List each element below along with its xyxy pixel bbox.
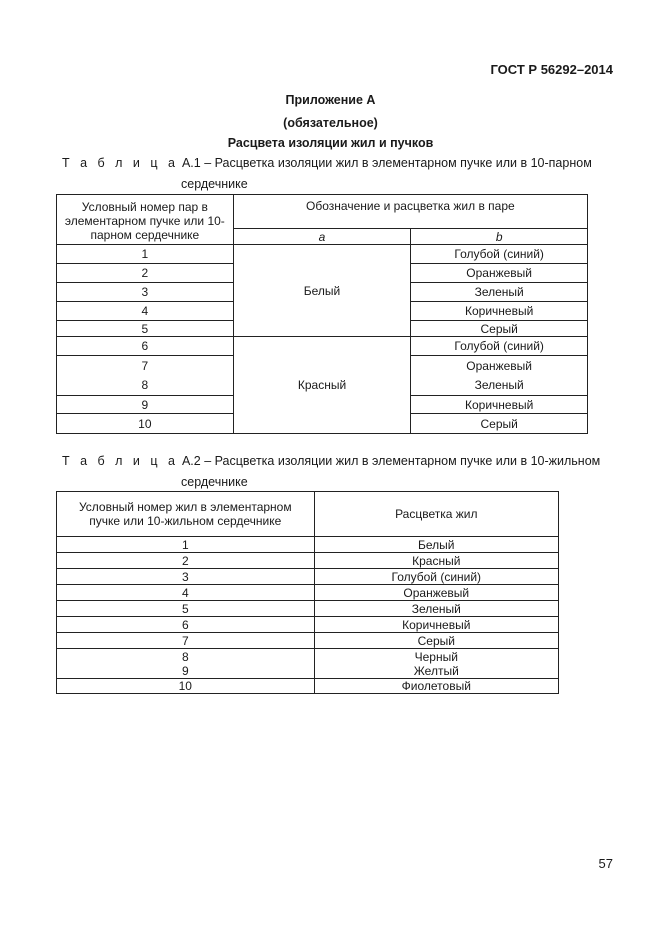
table2-row-num: 3 [57,569,315,585]
table2-row-num: 7 [57,633,315,649]
table1-group-a-red: Красный [233,337,411,434]
table1-row-b: Оранжевый [466,359,533,373]
table1-row-b: Голубой (синий) [411,337,588,356]
table1-sub-b: b [411,229,588,245]
table1-caption-cont: сердечнике [181,177,248,191]
table1-row-b: Голубой (синий) [411,245,588,264]
table2-row-color: Зеленый [314,601,558,617]
table2-row-num: 8 [181,649,189,664]
table1-row-num: 1 [57,245,234,264]
standard-number: ГОСТ Р 56292–2014 [490,62,613,77]
table2-row-color-pair [314,649,558,679]
table2-caption [62,451,600,493]
table2-row-num: 2 [57,553,315,569]
table2-row-num: 5 [57,601,315,617]
table2-row-color: Коричневый [314,617,558,633]
table2-row-color: Серый [314,633,558,649]
table2-row-color: Красный [314,553,558,569]
table2-row-color: Голубой (синий) [314,569,558,585]
pair-color-table [56,194,588,434]
page-number: 57 [598,856,613,871]
table1-caption-prefix: Т а б л и ц а [62,156,179,170]
table1-caption-main: А.1 – Расцветка изоляции жил в элементарном пучке или в 10-парном [181,156,592,170]
table2-row-color: Фиолетовый [314,679,558,694]
table2-row-color: Черный [414,649,458,664]
table1-caption [62,153,592,195]
table1-row-b-pair [411,356,588,396]
table2-row-color: Белый [314,537,558,553]
table2-row-num: 4 [57,585,315,601]
table1-row-b: Оранжевый [411,264,588,283]
table1-row-num: 4 [57,302,234,321]
table2-row-num: 6 [57,617,315,633]
table2-caption-prefix: Т а б л и ц а [62,454,179,468]
table2-col1-header: Условный номер жил в элементарном пучке или 10-жильном сердечнике [57,492,315,537]
table2-col2-header: Расцветка жил [314,492,558,537]
table2-row-num: 1 [57,537,315,553]
table1-row-num: 9 [57,396,234,414]
table1-col1-header: Условный номер пар в элементарном пучке или 10-парном сердечнике [57,195,234,245]
table1-row-num: 10 [57,414,234,434]
appendix-title: Приложение А [285,93,376,107]
table2-row-num-pair [57,649,315,679]
table1-row-b: Серый [411,414,588,434]
table1-row-num: 2 [57,264,234,283]
table2-row-color: Оранжевый [314,585,558,601]
table1-col2-header: Обозначение и расцветка жил в паре [233,195,587,229]
table1-row-num-pair [57,356,234,396]
table1-row-num: 3 [57,283,234,302]
table2-caption-main: А.2 – Расцветка изоляции жил в элементарном пучке или в 10-жильном [181,454,601,468]
appendix-status: (обязательное) [283,116,378,130]
core-color-table [56,491,559,694]
table1-row-b: Коричневый [411,302,588,321]
appendix-subtitle: Расцвета изоляции жил и пучков [227,136,434,150]
table1-row-num: 8 [141,378,149,392]
table1-row-b: Зеленый [411,283,588,302]
table1-row-b: Серый [411,321,588,337]
table1-row-num: 6 [57,337,234,356]
table1-row-b: Зеленый [474,378,524,392]
table2-row-num: 10 [57,679,315,694]
table2-row-num: 9 [181,663,189,678]
table1-row-num: 7 [141,359,149,373]
table2-row-color: Желтый [413,663,459,678]
table1-row-b: Коричневый [411,396,588,414]
table1-group-a-white: Белый [233,245,411,337]
table1-row-num: 5 [57,321,234,337]
table2-caption-cont: сердечнике [181,475,248,489]
table1-sub-a: а [233,229,411,245]
